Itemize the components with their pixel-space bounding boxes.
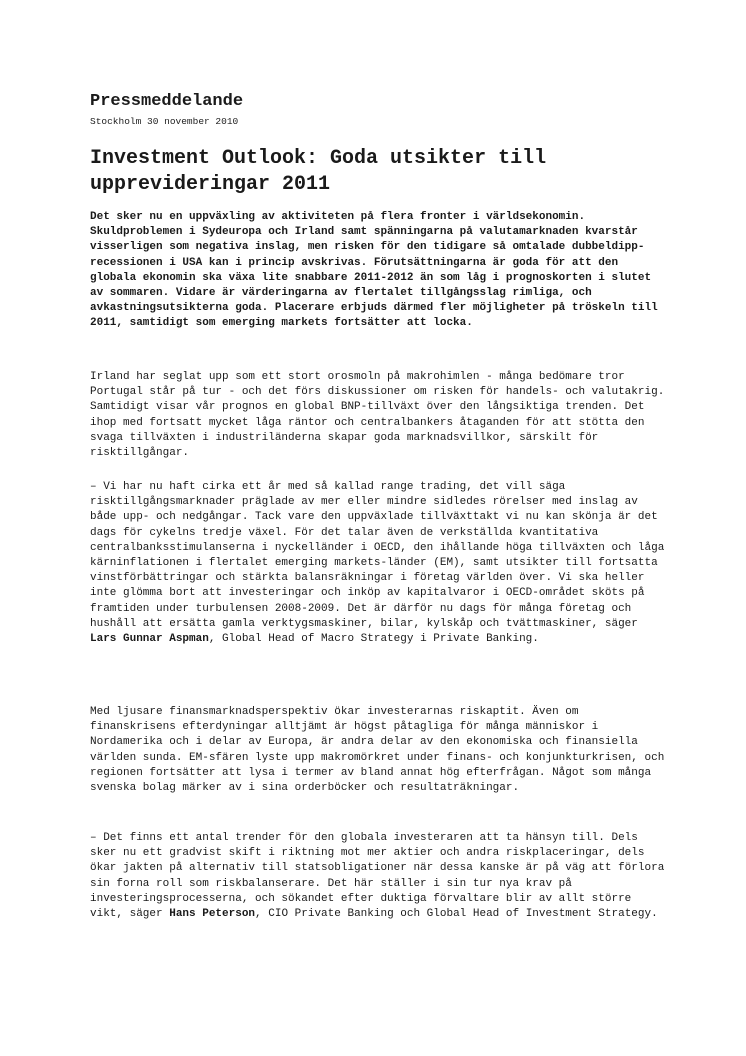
paragraph-irland: Irland har seglat upp som ett stort orosmoln på makrohimlen - många bedömare tror Portugal står på tur - och det förs diskussioner om risken för handels- och valutakrig. Samtidigt visar vår prognos en global BNP-tillväxt över den långsiktiga trenden. Det ihop med fortsatt mycket låga räntor och centralbankers åtaganden för att stötta den svaga tillväxten i industriländerna skapar goda marknadsvillkor, särskilt för risktillgångar. — [90, 371, 665, 460]
speaker-title: , Global Head of Macro Strategy i Private Banking. — [208, 633, 539, 646]
article-title: Investment Outlook: Goda utsikter till upprevideringar 2011 — [90, 147, 547, 196]
paragraph-quote-peterson — [90, 831, 670, 922]
speaker-name: Lars Gunnar Aspman — [90, 633, 209, 646]
quote-text: – Vi har nu haft cirka ett år med så kallad range trading, det vill säga risktillgångsmarknader präglade av mer eller mindre sidledes rörelser med inslag av både upp- och nedgångar. Tack vare den uppväxlade tillväxttakt vi nu kan skönja är det dags för cykelns tredje växel. För det talar även de verkställda kvantitativa centralbanksstimulanserna i nyckelländer i OECD, den ihållande höga tillväxten och låga kärninflationen i flertalet emerging markets-länder (EM), samt utsikter till fortsatta vinstförbättringar och stärkta balansräkningar i företag världen över. Vi ska heller inte glömma bort att investeringar och inköp av kapitalvaror i OECD-området sköts på framtiden under turbulensen 2008-2009. Det är därför nu dags för många företag och hushåll att ersätta gamla verktygsmaskiner, bilar, kylskåp och tvättmaskiner, säger — [90, 481, 665, 630]
paragraph-quote-aspman — [90, 480, 670, 647]
speaker-title: , CIO Private Banking och Global Head of Investment Strategy. — [255, 908, 658, 921]
article-lead: Det sker nu en uppväxling av aktiviteten på flera fronter i världsekonomin. Skuldproblemen i Sydeuropa och Irland samt spänningarna på valutamarknaden kvarstår visserligen som negativa inslag, men risken för den tidigare så omtalade dubbeldipp-recessionen i USA kan i princip avskrivas. Förutsättningarna är goda för att den globala ekonomin ska växa lite snabbare 2011-2012 än som låg i prognoskorten i slutet av sommaren. Vidare är värderingarna av flertalet tillgångsslag rimliga, och avkastningsutsikterna goda. Placerare erbjuds därmed fler möjligheter på tröskeln till 2011, samtidigt som emerging markets fortsätter att locka. — [90, 211, 658, 330]
speaker-name: Hans Peterson — [169, 908, 256, 921]
quote-text: – Det finns ett antal trender för den globala investeraren att ta hänsyn till. Dels sker nu ett gradvist skift i riktning mot mer aktier och andra riskplaceringar, dels ökar jakten på alternativ till statsobligationer när dessa kanske är på väg att förlora sin forna roll som riskbalanserare. Det här ställer i sin tur nya krav på investeringsprocesserna, och sökandet efter duktiga förvaltare blir av allt större vikt, säger — [90, 832, 665, 921]
paragraph-riskaptit: Med ljusare finansmarknadsperspektiv ökar investerarnas riskaptit. Även om finanskrisens efterdyningar alltjämt är högst påtagliga för många människor i Nordamerika och i delar av Europa, är andra delar av den ekonomiska och finansiella världen sunda. EM-sfären lyste upp makromörkret under finans- och konjunkturkrisen, och regionen fortsätter att lysa i termer av bland annat hög efterfrågan. Något som många svenska bolag märker av i sina orderböcker och resultaträkningar. — [90, 706, 665, 795]
document-kicker: Pressmeddelande — [90, 92, 244, 111]
dateline: Stockholm 30 november 2010 — [90, 116, 239, 127]
